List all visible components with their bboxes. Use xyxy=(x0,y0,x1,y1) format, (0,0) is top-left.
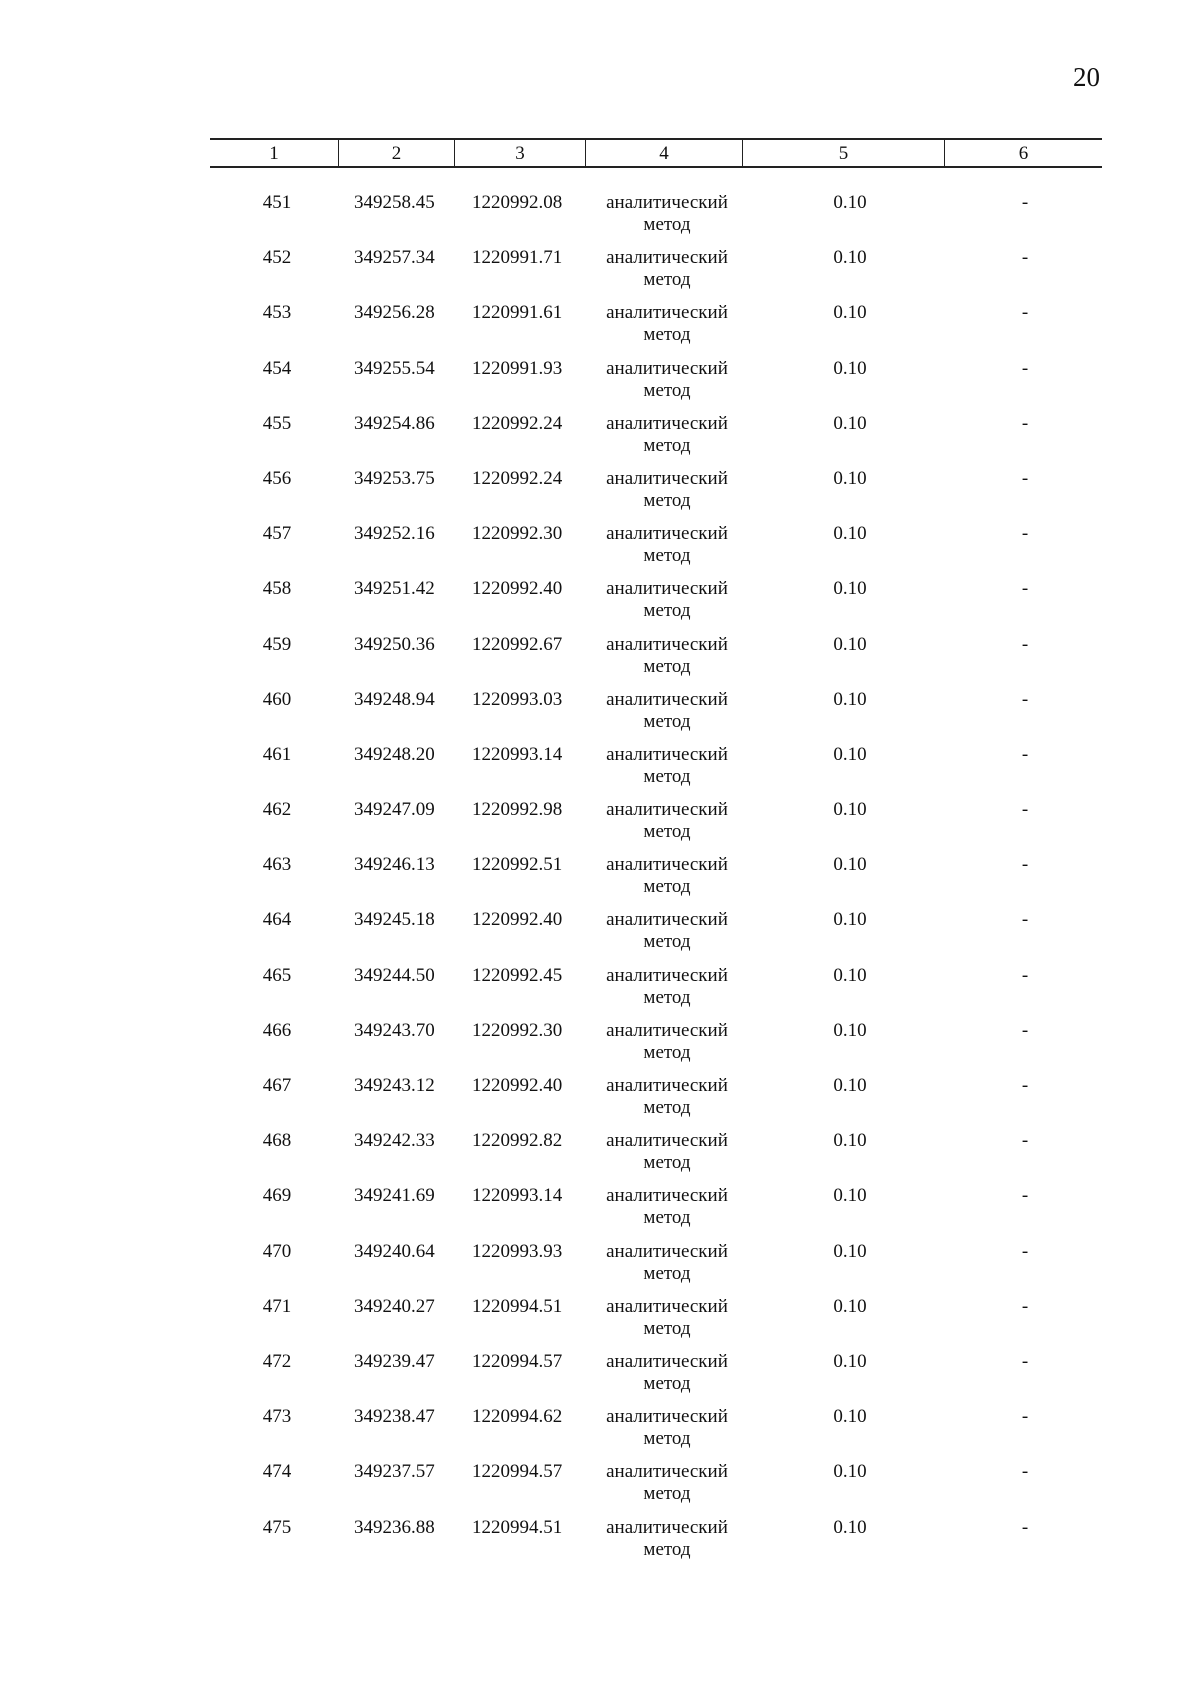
method-line-2: метод xyxy=(643,1372,691,1394)
table-row xyxy=(210,799,1102,854)
method-cell xyxy=(588,1517,746,1561)
coordinate-y-cell: 1220992.24 xyxy=(472,467,563,489)
coordinate-x-cell: 349250.36 xyxy=(354,633,435,655)
coordinate-x-cell: 349240.27 xyxy=(354,1295,435,1317)
point-number-cell: 456 xyxy=(262,467,292,489)
method-line-1: аналитический xyxy=(606,1295,728,1317)
table-row xyxy=(210,1517,1102,1572)
method-line-1: аналитический xyxy=(606,467,728,489)
coordinate-x-cell: 349244.50 xyxy=(354,964,435,986)
accuracy-cell: 0.10 xyxy=(833,909,867,931)
coordinate-y-cell: 1220994.62 xyxy=(472,1406,563,1428)
page-number: 20 xyxy=(1073,62,1100,92)
method-line-1: аналитический xyxy=(606,1075,728,1096)
point-number-cell: 453 xyxy=(262,302,292,324)
coordinate-x-cell: 349239.47 xyxy=(354,1350,435,1372)
note-cell: - xyxy=(1021,1240,1029,1262)
coordinate-y-cell: 1220994.51 xyxy=(472,1295,563,1317)
coordinate-y-cell: 1220992.51 xyxy=(472,854,563,876)
note-cell: - xyxy=(1021,192,1029,213)
point-number-cell: 451 xyxy=(262,192,292,213)
coordinate-x-cell: 349248.94 xyxy=(354,688,435,710)
coordinate-x-cell: 349247.09 xyxy=(354,799,435,821)
accuracy-cell: 0.10 xyxy=(833,633,867,655)
coordinate-x-cell: 349242.33 xyxy=(354,1130,435,1152)
method-line-1: аналитический xyxy=(606,412,728,434)
method-line-2: метод xyxy=(643,269,691,291)
point-number-cell: 468 xyxy=(262,1130,292,1152)
note-cell: - xyxy=(1021,467,1029,489)
note-cell: - xyxy=(1021,412,1029,434)
point-number-cell: 467 xyxy=(262,1075,292,1096)
coordinate-x-cell: 349254.86 xyxy=(354,412,435,434)
note-cell: - xyxy=(1021,1350,1029,1372)
method-line-1: аналитический xyxy=(606,1130,728,1152)
point-number-cell: 455 xyxy=(262,412,292,434)
header-col-6: 6 xyxy=(944,140,1102,166)
note-cell: - xyxy=(1021,578,1029,600)
note-cell: - xyxy=(1021,688,1029,710)
method-line-2: метод xyxy=(643,434,691,456)
method-cell xyxy=(588,1130,746,1174)
method-cell xyxy=(588,744,746,788)
note-cell: - xyxy=(1021,1075,1029,1096)
method-line-1: аналитический xyxy=(606,1406,728,1428)
accuracy-cell: 0.10 xyxy=(833,412,867,434)
point-number-cell: 465 xyxy=(262,964,292,986)
accuracy-cell: 0.10 xyxy=(833,1019,867,1041)
method-line-2: метод xyxy=(643,1262,691,1284)
method-line-1: аналитический xyxy=(606,1516,728,1538)
point-number-cell: 460 xyxy=(262,688,292,710)
method-cell xyxy=(588,247,746,291)
header-col-2: 2 xyxy=(338,140,454,166)
coordinate-y-cell: 1220991.61 xyxy=(472,302,563,324)
table-body xyxy=(210,192,1102,1572)
note-cell: - xyxy=(1021,302,1029,324)
accuracy-cell: 0.10 xyxy=(833,192,867,213)
accuracy-cell: 0.10 xyxy=(833,1075,867,1096)
coordinate-y-cell: 1220992.67 xyxy=(472,633,563,655)
coordinate-y-cell: 1220993.03 xyxy=(472,688,563,710)
method-line-1: аналитический xyxy=(606,247,728,269)
table-row xyxy=(210,1406,1102,1461)
note-cell: - xyxy=(1021,633,1029,655)
coordinate-y-cell: 1220992.98 xyxy=(472,799,563,821)
note-cell: - xyxy=(1021,1461,1029,1483)
table-row xyxy=(210,854,1102,909)
note-cell: - xyxy=(1021,357,1029,379)
method-cell xyxy=(588,523,746,567)
accuracy-cell: 0.10 xyxy=(833,964,867,986)
point-number-cell: 452 xyxy=(262,247,292,269)
coordinate-x-cell: 349240.64 xyxy=(354,1240,435,1262)
coordinate-x-cell: 349248.20 xyxy=(354,743,435,765)
accuracy-cell: 0.10 xyxy=(833,467,867,489)
note-cell: - xyxy=(1021,1019,1029,1041)
note-cell: - xyxy=(1021,743,1029,765)
coordinate-x-cell: 349236.88 xyxy=(354,1516,435,1538)
method-line-1: аналитический xyxy=(606,1350,728,1372)
method-line-2: метод xyxy=(643,324,691,346)
coordinate-y-cell: 1220992.40 xyxy=(472,909,563,931)
note-cell: - xyxy=(1021,1185,1029,1207)
point-number-cell: 473 xyxy=(262,1406,292,1428)
table-row xyxy=(210,744,1102,799)
method-line-1: аналитический xyxy=(606,357,728,379)
table-row xyxy=(210,578,1102,633)
point-number-cell: 475 xyxy=(262,1516,292,1538)
point-number-cell: 464 xyxy=(262,909,292,931)
coordinate-y-cell: 1220994.57 xyxy=(472,1350,563,1372)
note-cell: - xyxy=(1021,1130,1029,1152)
method-line-2: метод xyxy=(643,1097,691,1118)
note-cell: - xyxy=(1021,1516,1029,1538)
method-line-2: метод xyxy=(643,765,691,787)
method-cell xyxy=(588,578,746,622)
method-cell xyxy=(588,468,746,512)
accuracy-cell: 0.10 xyxy=(833,578,867,600)
point-number-cell: 458 xyxy=(262,578,292,600)
point-number-cell: 469 xyxy=(262,1185,292,1207)
method-line-1: аналитический xyxy=(606,578,728,600)
table-row xyxy=(210,1185,1102,1240)
note-cell: - xyxy=(1021,247,1029,269)
method-line-1: аналитический xyxy=(606,633,728,655)
method-line-1: аналитический xyxy=(606,1240,728,1262)
method-line-2: метод xyxy=(643,931,691,953)
table-row xyxy=(210,634,1102,689)
accuracy-cell: 0.10 xyxy=(833,688,867,710)
method-line-1: аналитический xyxy=(606,1185,728,1207)
coordinate-x-cell: 349241.69 xyxy=(354,1185,435,1207)
table-row xyxy=(210,1241,1102,1296)
note-cell: - xyxy=(1021,1295,1029,1317)
note-cell: - xyxy=(1021,854,1029,876)
point-number-cell: 470 xyxy=(262,1240,292,1262)
coordinate-x-cell: 349237.57 xyxy=(354,1461,435,1483)
method-cell xyxy=(588,909,746,953)
table-row xyxy=(210,468,1102,523)
coordinate-x-cell: 349258.45 xyxy=(354,192,435,213)
method-line-2: метод xyxy=(643,1428,691,1450)
method-line-2: метод xyxy=(643,489,691,511)
method-line-1: аналитический xyxy=(606,192,728,213)
method-line-1: аналитический xyxy=(606,1461,728,1483)
header-col-4: 4 xyxy=(585,140,742,166)
method-line-1: аналитический xyxy=(606,964,728,986)
method-cell xyxy=(588,689,746,733)
table-row xyxy=(210,1130,1102,1185)
method-line-1: аналитический xyxy=(606,1019,728,1041)
accuracy-cell: 0.10 xyxy=(833,1295,867,1317)
method-cell xyxy=(588,192,746,236)
method-cell xyxy=(588,854,746,898)
method-line-2: метод xyxy=(643,986,691,1008)
table-row xyxy=(210,523,1102,578)
accuracy-cell: 0.10 xyxy=(833,1185,867,1207)
accuracy-cell: 0.10 xyxy=(833,302,867,324)
coordinate-y-cell: 1220992.40 xyxy=(472,1075,563,1096)
table-header xyxy=(210,138,1102,168)
method-line-2: метод xyxy=(643,1041,691,1063)
table-row xyxy=(210,302,1102,357)
accuracy-cell: 0.10 xyxy=(833,247,867,269)
method-line-2: метод xyxy=(643,1317,691,1339)
accuracy-cell: 0.10 xyxy=(833,1461,867,1483)
accuracy-cell: 0.10 xyxy=(833,743,867,765)
coordinate-x-cell: 349243.70 xyxy=(354,1019,435,1041)
point-number-cell: 462 xyxy=(262,799,292,821)
coordinate-y-cell: 1220994.51 xyxy=(472,1516,563,1538)
coordinate-y-cell: 1220992.30 xyxy=(472,523,563,545)
method-line-2: метод xyxy=(643,1483,691,1505)
point-number-cell: 463 xyxy=(262,854,292,876)
table-row xyxy=(210,1461,1102,1516)
accuracy-cell: 0.10 xyxy=(833,357,867,379)
table-row xyxy=(210,965,1102,1020)
method-cell xyxy=(588,1406,746,1450)
header-col-3: 3 xyxy=(454,140,585,166)
note-cell: - xyxy=(1021,964,1029,986)
coordinate-y-cell: 1220991.71 xyxy=(472,247,563,269)
point-number-cell: 454 xyxy=(262,357,292,379)
method-cell xyxy=(588,634,746,678)
table-row xyxy=(210,909,1102,964)
coordinate-y-cell: 1220993.14 xyxy=(472,1185,563,1207)
method-line-2: метод xyxy=(643,876,691,898)
method-cell xyxy=(588,413,746,457)
method-line-2: метод xyxy=(643,1152,691,1174)
method-cell xyxy=(588,1185,746,1229)
coordinate-x-cell: 349256.28 xyxy=(354,302,435,324)
method-cell xyxy=(588,965,746,1009)
coordinate-x-cell: 349243.12 xyxy=(354,1075,435,1096)
point-number-cell: 466 xyxy=(262,1019,292,1041)
coordinate-x-cell: 349246.13 xyxy=(354,854,435,876)
method-line-1: аналитический xyxy=(606,909,728,931)
method-line-2: метод xyxy=(643,214,691,235)
coordinate-x-cell: 349245.18 xyxy=(354,909,435,931)
table-row xyxy=(210,1075,1102,1130)
method-cell xyxy=(588,1351,746,1395)
header-col-5: 5 xyxy=(742,140,944,166)
table-row xyxy=(210,192,1102,247)
table-row xyxy=(210,413,1102,468)
table-row xyxy=(210,689,1102,744)
method-cell xyxy=(588,1296,746,1340)
coordinate-y-cell: 1220994.57 xyxy=(472,1461,563,1483)
table-row xyxy=(210,1020,1102,1075)
note-cell: - xyxy=(1021,1406,1029,1428)
method-line-1: аналитический xyxy=(606,688,728,710)
accuracy-cell: 0.10 xyxy=(833,1350,867,1372)
accuracy-cell: 0.10 xyxy=(833,1240,867,1262)
method-cell xyxy=(588,1020,746,1064)
method-line-1: аналитический xyxy=(606,302,728,324)
method-line-2: метод xyxy=(643,1538,691,1560)
coordinate-x-cell: 349253.75 xyxy=(354,467,435,489)
method-line-2: метод xyxy=(643,379,691,401)
note-cell: - xyxy=(1021,909,1029,931)
point-number-cell: 474 xyxy=(262,1461,292,1483)
coordinate-y-cell: 1220992.24 xyxy=(472,412,563,434)
method-line-2: метод xyxy=(643,710,691,732)
coordinate-y-cell: 1220992.45 xyxy=(472,964,563,986)
method-line-2: метод xyxy=(643,1207,691,1229)
table-row xyxy=(210,1351,1102,1406)
accuracy-cell: 0.10 xyxy=(833,523,867,545)
table-row xyxy=(210,358,1102,413)
method-cell xyxy=(588,1075,746,1119)
accuracy-cell: 0.10 xyxy=(833,854,867,876)
point-number-cell: 461 xyxy=(262,743,292,765)
coordinate-x-cell: 349255.54 xyxy=(354,357,435,379)
method-line-2: метод xyxy=(643,655,691,677)
method-line-1: аналитический xyxy=(606,799,728,821)
coordinate-y-cell: 1220992.82 xyxy=(472,1130,563,1152)
method-line-2: метод xyxy=(643,600,691,622)
point-number-cell: 457 xyxy=(262,523,292,545)
accuracy-cell: 0.10 xyxy=(833,1130,867,1152)
point-number-cell: 471 xyxy=(262,1295,292,1317)
accuracy-cell: 0.10 xyxy=(833,1406,867,1428)
accuracy-cell: 0.10 xyxy=(833,1516,867,1538)
method-line-2: метод xyxy=(643,821,691,843)
note-cell: - xyxy=(1021,523,1029,545)
coordinate-x-cell: 349251.42 xyxy=(354,578,435,600)
header-col-1: 1 xyxy=(269,142,279,164)
coordinate-y-cell: 1220992.30 xyxy=(472,1019,563,1041)
coordinate-y-cell: 1220992.40 xyxy=(472,578,563,600)
coordinate-y-cell: 1220992.08 xyxy=(472,192,563,213)
accuracy-cell: 0.10 xyxy=(833,799,867,821)
method-cell xyxy=(588,358,746,402)
table-row xyxy=(210,1296,1102,1351)
coordinate-y-cell: 1220991.93 xyxy=(472,357,563,379)
method-cell xyxy=(588,1461,746,1505)
point-number-cell: 459 xyxy=(262,633,292,655)
method-cell xyxy=(588,1241,746,1285)
note-cell: - xyxy=(1021,799,1029,821)
coordinate-x-cell: 349257.34 xyxy=(354,247,435,269)
coordinate-y-cell: 1220993.93 xyxy=(472,1240,563,1262)
method-line-1: аналитический xyxy=(606,854,728,876)
point-number-cell: 472 xyxy=(262,1350,292,1372)
method-cell xyxy=(588,302,746,346)
coordinate-y-cell: 1220993.14 xyxy=(472,743,563,765)
method-line-1: аналитический xyxy=(606,523,728,545)
method-line-1: аналитический xyxy=(606,743,728,765)
method-line-2: метод xyxy=(643,545,691,567)
coordinate-x-cell: 349238.47 xyxy=(354,1406,435,1428)
method-cell xyxy=(588,799,746,843)
coordinate-x-cell: 349252.16 xyxy=(354,523,435,545)
table-row xyxy=(210,247,1102,302)
